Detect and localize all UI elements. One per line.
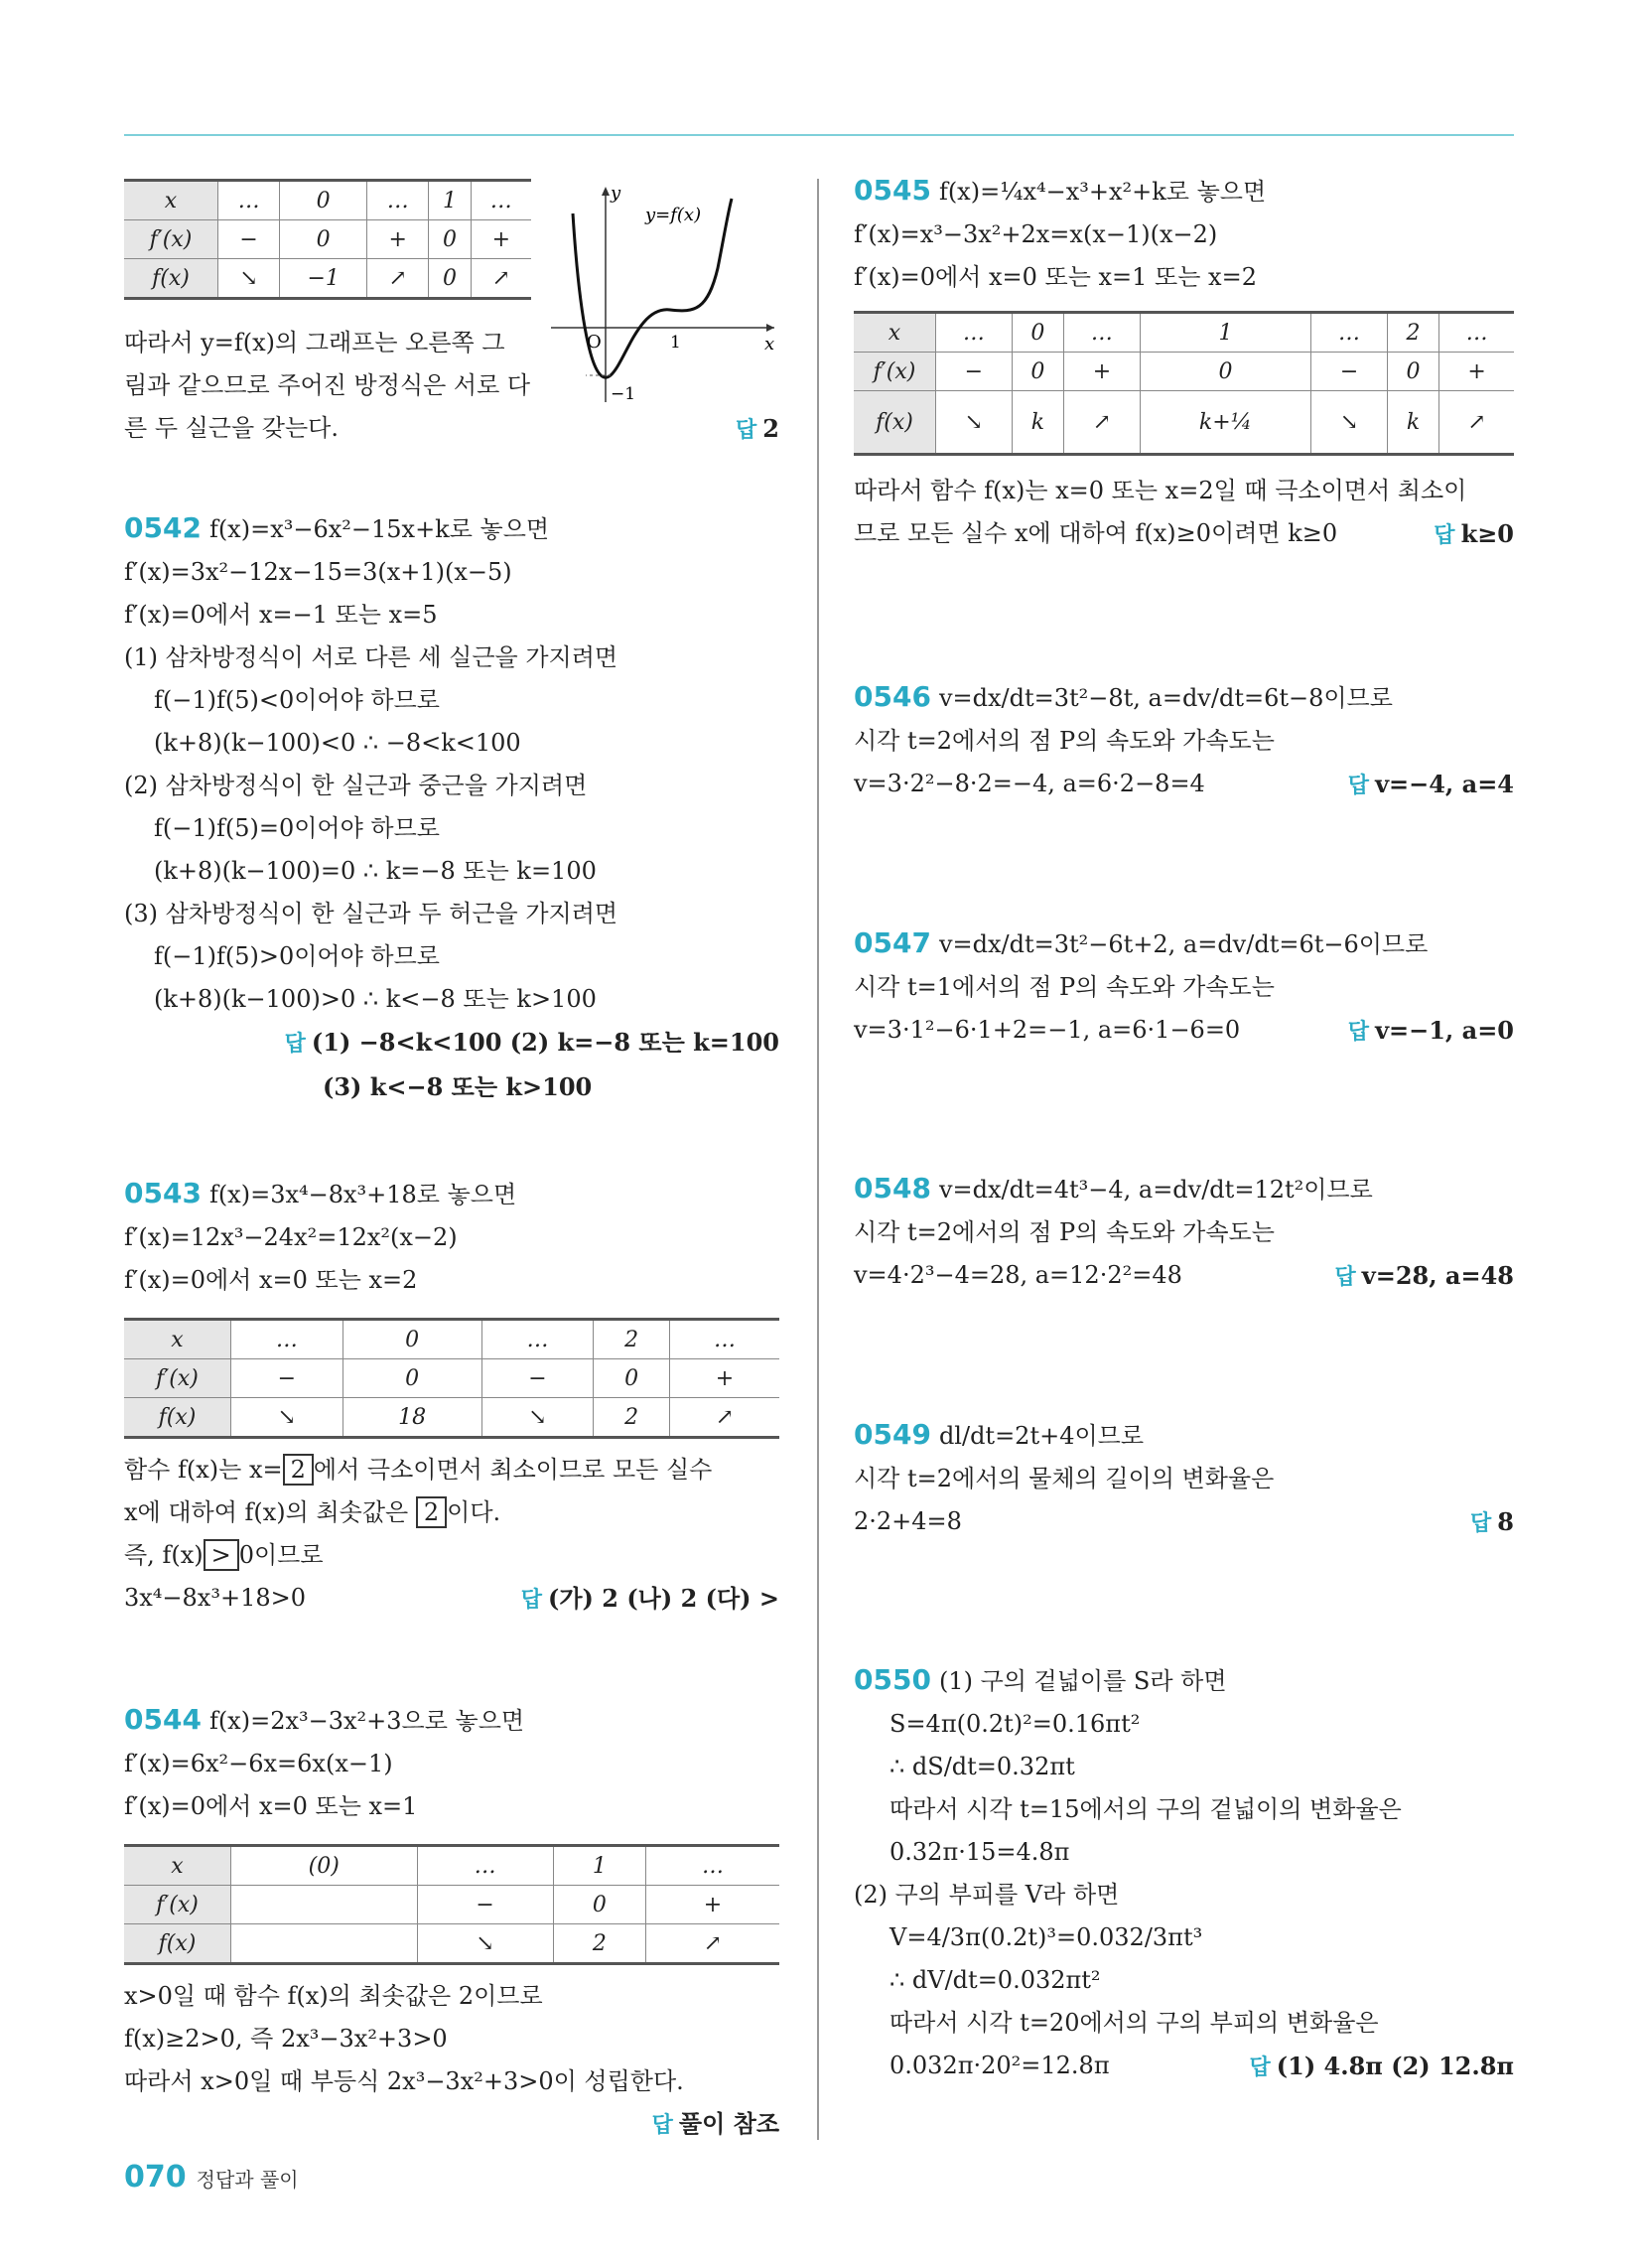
answer-value: v=28, a=48 [1361,1261,1514,1290]
x-axis-arrow [766,324,774,332]
problem-0546: 0546 v=dx/dt=3t²−8t, a=dv/dt=6t−8이므로 시각 t=2에서의 점 P의 속도와 가속도는 v=3·2²−8·2=−4, a=6·2−8=4 답 v=−4, a=4 [854,680,1514,798]
table-row: x (0) … 1 … [124,1846,779,1886]
answer-value: 2 [762,414,779,443]
origin-label: O [587,332,602,353]
problem-0545: 0545 f(x)=¼x⁴−x³+x²+k로 놓으면 f′(x)=x³−3x²+2x=x(x−1)(x−2) f′(x)=0에서 x=0 또는 x=1 또는 x=2 x … 0 … 1 … 2 … f′(x) − 0 + 0 − 0 + f(x) ↘ k ↗ k+¼ ↘ k ↗ 따라서 함수 f(x)는 x=0 또는 x=2일 때 극소이면서 최소이 므로 모든 실수 x에 대하여 f(x)≥0이려면 k≥0 답 k≥0 [854,174,1514,548]
table-row: x … 0 … 2 … [124,1320,779,1359]
problem-number: 0549 [854,1418,931,1451]
answer-value: k≥0 [1460,519,1514,548]
problem-number: 0548 [854,1172,931,1205]
problem-number: 0542 [124,511,202,544]
tick-y-label: −1 [611,384,636,404]
variation-table-0541 [124,179,531,300]
table-row: f(x) ↘ 2 ↗ [124,1924,779,1964]
problem-number: 0550 [854,1663,931,1696]
table-row: f(x) ↘ 18 ↘ 2 ↗ [124,1398,779,1438]
answer-continued: (3) k<−8 또는 k>100 [323,1072,593,1101]
table-row: f′(x) − 0 + 0 − 0 + [854,353,1514,391]
curve-label: y=f(x) [645,205,702,225]
table-row: x … 0 … 1 … 2 … [854,313,1514,353]
text-line: 림과 같으므로 주어진 방정식은 서로 다 [124,371,531,399]
page-number: 070 [124,2160,187,2195]
problem-0542: 0542 f(x)=x³−6x²−15x+k로 놓으면 f′(x)=3x²−12x−15=3(x+1)(x−5) f′(x)=0에서 x=−1 또는 x=5 (1) 삼차방정식이 서로 다른 세 실근을 가지려면 f(−1)f(5)<0이어야 하므로 (k+8)(k−100)<0 ∴ −8<k<100 (2) 삼차방정식이 한 실근과 중근을 가지려면 f(−1)f(5)=0이어야 하므로 (k+8)(k−100)=0 ∴ k=−8 또는 k=100 (3) 삼차방정식이 한 실근과 두 허근을 가지려면 f(−1)f(5)>0이어야 하므로 (k+8)(k−100)>0 ∴ k<−8 또는 k>100 답 (1) −8<k<100 (2) k=−8 또는 k=100 (3) k<−8 또는 k>100 [124,506,779,1109]
x-axis-label: x [764,334,775,354]
graph-0541 [551,179,779,407]
problem-0547: 0547 v=dx/dt=3t²−6t+2, a=dv/dt=6t−6이므로 시각 t=1에서의 점 P의 속도와 가속도는 v=3·1²−6·1+2=−1, a=6·1−6=0 답 v=−1, a=0 [854,926,1514,1045]
table-row: f(x) ↘ k ↗ k+¼ ↘ k ↗ [854,391,1514,455]
problem-number: 0545 [854,174,931,207]
problem-0541 [124,179,779,452]
header-rule [124,134,1514,136]
y-axis-label: y [611,183,621,204]
answer-value: v=−4, a=4 [1375,770,1514,798]
problem-number: 0544 [124,1703,202,1736]
answer-value: v=−1, a=0 [1375,1016,1514,1045]
text-line: 른 두 실근을 갖는다. 답 2 [124,414,779,443]
column-divider [817,179,819,2140]
problem-number: 0547 [854,926,931,959]
problem-0549: 0549 dl/dt=2t+4이므로 시각 t=2에서의 물체의 길이의 변화율은 2·2+4=8 답 8 [854,1418,1514,1536]
variation-table-0543 [124,1318,779,1439]
table-row: f′(x) − 0 + [124,1886,779,1924]
problem-number: 0546 [854,680,931,713]
blank-box-a: 2 [283,1454,314,1486]
answer: 답 풀이 참조 [651,2110,779,2138]
answer-value: (1) 4.8π (2) 12.8π [1276,2052,1514,2080]
tick-x-label: 1 [670,333,681,353]
problem-number: 0543 [124,1177,202,1209]
y-axis-arrow [602,187,610,196]
page-footer [124,2160,299,2195]
problem-0548: 0548 v=dx/dt=4t³−4, a=dv/dt=12t²이므로 시각 t=2에서의 점 P의 속도와 가속도는 v=4·2³−4=28, a=12·2²=48 답 v=28, a=48 [854,1172,1514,1290]
answer-label: 답 [736,418,757,443]
blank-box-c: > [204,1539,239,1571]
variation-table-0544 [124,1844,779,1965]
blank-box-b: 2 [416,1496,447,1528]
answer: 답 (1) −8<k<100 (2) k=−8 또는 k=100 [284,1028,779,1057]
answer-value: 8 [1497,1507,1514,1536]
page-label: 정답과 풀이 [196,2168,299,2192]
problem-0550: 0550 (1) 구의 겉넓이를 S라 하면 S=4π(0.2t)²=0.16πt² ∴ dS/dt=0.32πt 따라서 시각 t=15에서의 구의 겉넓이의 변화율은 0.32π·15=4.8π (2) 구의 부피를 V라 하면 V=4/3π(0.2t)³=0.032/3πt³ ∴ dV/dt=0.032πt² 따라서 시각 t=20에서의 구의 부피의 변화율은 0.032π·20²=12.8π 답 (1) 4.8π (2) 12.8π [854,1663,1514,2080]
table-row: f′(x) − 0 − 0 + [124,1359,779,1398]
problem-0543: 0543 f(x)=3x⁴−8x³+18로 놓으면 f′(x)=12x³−24x²=12x²(x−2) f′(x)=0에서 x=0 또는 x=2 x … 0 … 2 … f′(x) − 0 − 0 + f(x) ↘ 18 ↘ 2 ↗ 함수 f(x)는 x= 2 에서 극소이면서 최소이므로 모든 실수 x에 대하여 f(x)의 최솟값은 2 이다. 즉, f(x) > 0이므로 3x⁴−8x³+18>0 답 (가) 2 (나) 2 (다) > [124,1177,779,1613]
table-row: x … 0 … 1 … [124,181,531,220]
table-row: f(x) ↘ −1 ↗ 0 ↗ [124,259,531,299]
text-line: 따라서 y=f(x)의 그래프는 오른쪽 그 [124,329,505,356]
answer-value: (가) 2 (나) 2 (다) > [548,1584,779,1613]
problem-0544: 0544 f(x)=2x³−3x²+3으로 놓으면 f′(x)=6x²−6x=6x(x−1) f′(x)=0에서 x=0 또는 x=1 x (0) … 1 … f′(x) − 0 + f(x) ↘ 2 ↗ x>0일 때 함수 f(x)의 최솟값은 2이므로 f(x)≥2>0, 즉 2x³−3x²+3>0 따라서 x>0일 때 부등식 2x³−3x²+3>0이 성립한다. 답 풀이 참조 [124,1698,779,2147]
table-row: f′(x) − 0 + 0 + [124,220,531,259]
variation-table-0545 [854,311,1514,456]
